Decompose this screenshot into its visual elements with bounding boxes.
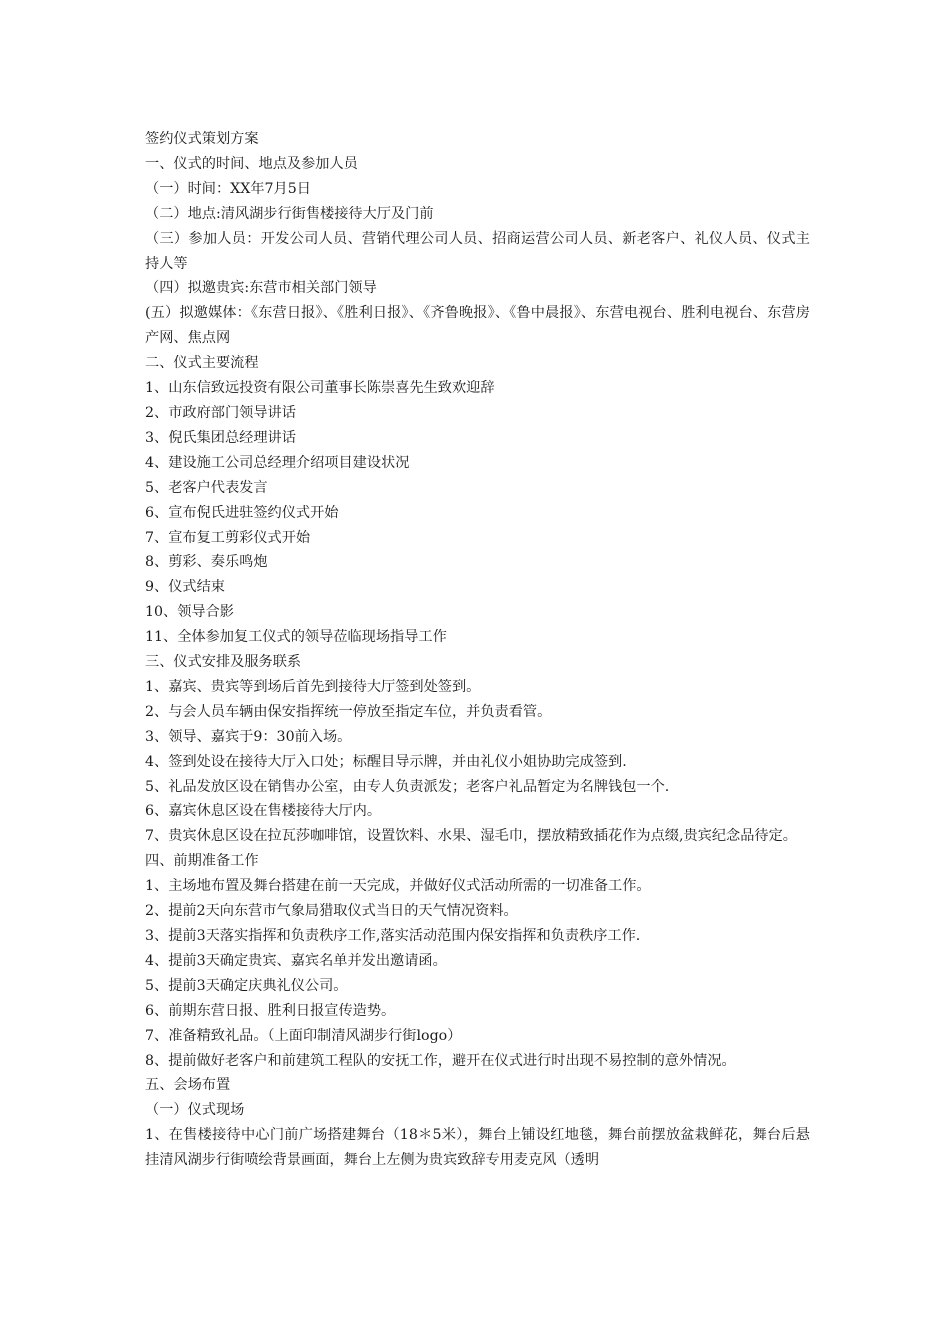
document-line: 1、山东信致远投资有限公司董事长陈崇喜先生致欢迎辞 [145, 380, 495, 397]
document-line: 3、倪氏集团总经理讲话 [145, 429, 296, 446]
document-line: 5、老客户代表发言 [145, 479, 268, 496]
document-line: 2、提前2天向东营市气象局猎取仪式当日的天气情况资料。 [145, 903, 518, 920]
document-line: 2、市政府部门领导讲话 [145, 404, 296, 421]
document-line: 3、领导、嘉宾于9：30前入场。 [145, 728, 352, 745]
document-line: 7、贵宾休息区设在拉瓦莎咖啡馆，设置饮料、水果、湿毛巾，摆放精致插花作为点缀,贵宾纪念品待定。 [145, 828, 797, 845]
document-line: 6、宣布倪氏进驻签约仪式开始 [145, 504, 339, 521]
document-line: (五）拟邀媒体：《东营日报》、《胜利日报》、《齐鲁晚报》、《鲁中晨报》、东营电视台、胜利电视台、东营房产网、焦点网 [145, 305, 810, 347]
document-body [145, 127, 810, 1173]
document-line: 6、嘉宾休息区设在售楼接待大厅内。 [145, 803, 382, 820]
document-line: （一）时间：XX年7月5日 [145, 180, 311, 197]
document-line: 1、主场地布置及舞台搭建在前一天完成，并做好仪式活动所需的一切准备工作。 [145, 878, 651, 895]
document-line: 8、提前做好老客户和前建筑工程队的安抚工作，避开在仪式进行时出现不易控制的意外情况。 [145, 1052, 736, 1069]
document-line: 9、仪式结束 [145, 579, 225, 596]
document-line: （三）参加人员：开发公司人员、营销代理公司人员、招商运营公司人员、新老客户、礼仪人员、仪式主持人等 [145, 230, 810, 272]
document-line: 4、签到处设在接待大厅入口处；标醒目导示牌，并由礼仪小姐协助完成签到. [145, 753, 627, 770]
document-line: 4、建设施工公司总经理介绍项目建设状况 [145, 454, 410, 471]
document-line: 8、剪彩、奏乐鸣炮 [145, 554, 268, 571]
document-line: 7、准备精致礼品。（上面印制清风湖步行街logo） [145, 1027, 462, 1044]
document-line: 1、在售楼接待中心门前广场搭建舞台（18＊5米），舞台上铺设红地毯，舞台前摆放盆栽鲜花，舞台后悬挂清风湖步行街喷绘背景画面，舞台上左侧为贵宾致辞专用麦克风（透明 [145, 1127, 810, 1169]
document-line: 一、仪式的时间、地点及参加人员 [145, 155, 358, 172]
document-line: 三、仪式安排及服务联系 [145, 654, 302, 671]
document-line: （四）拟邀贵宾:东营市相关部门领导 [145, 280, 377, 297]
document-line: 11、全体参加复工仪式的领导莅临现场指导工作 [145, 629, 447, 646]
document-line: 4、提前3天确定贵宾、嘉宾名单并发出邀请函。 [145, 952, 447, 969]
document-line: 6、前期东营日报、胜利日报宣传造势。 [145, 1002, 396, 1019]
document-line: 二、仪式主要流程 [145, 355, 259, 372]
document-line: 签约仪式策划方案 [145, 131, 259, 147]
document-line: 5、提前3天确定庆典礼仪公司。 [145, 977, 348, 994]
document-line: 五、会场布置 [145, 1077, 231, 1094]
document-line: （一）仪式现场 [145, 1102, 245, 1119]
document-line: （二）地点:清风湖步行街售楼接待大厅及门前 [145, 205, 434, 222]
document-line: 1、嘉宾、贵宾等到场后首先到接待大厅签到处签到。 [145, 678, 481, 695]
document-line: 四、前期准备工作 [145, 853, 259, 870]
document-line: 3、提前3天落实指挥和负责秩序工作,落实活动范围内保安指挥和负责秩序工作. [145, 928, 641, 944]
document-line: 2、与会人员车辆由保安指挥统一停放至指定车位，并负责看管。 [145, 703, 552, 720]
document-line: 7、宣布复工剪彩仪式开始 [145, 529, 311, 546]
document-line: 5、礼品发放区设在销售办公室，由专人负责派发；老客户礼品暂定为名牌钱包一个. [145, 778, 670, 795]
document-line: 10、领导合影 [145, 604, 234, 621]
